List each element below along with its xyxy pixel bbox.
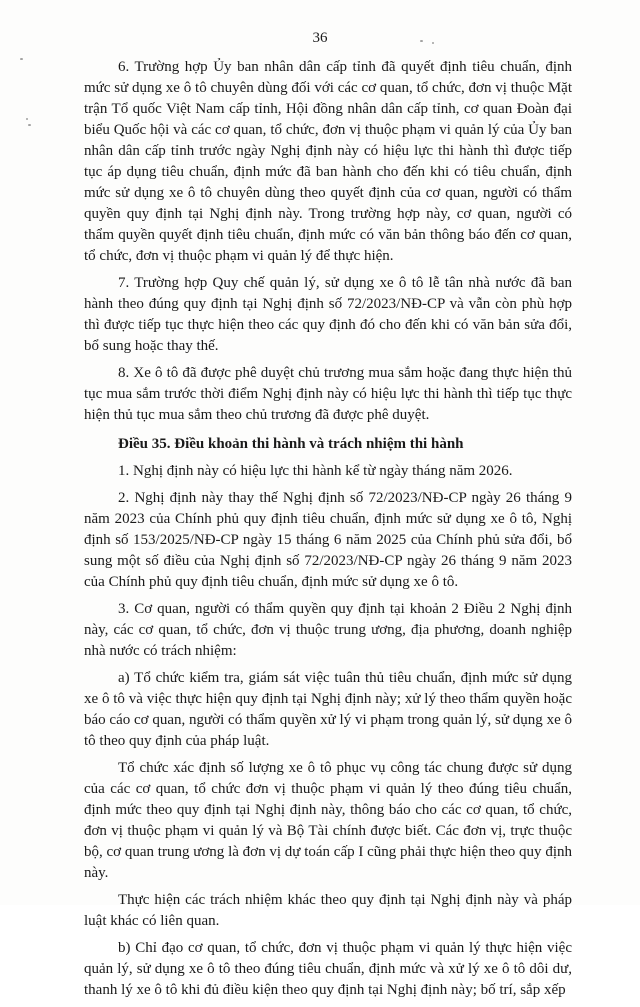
paragraph-clause-8: 8. Xe ô tô đã được phê duyệt chủ trương mua sắm hoặc đang thực hiện thủ tục mua sắm trước thời điểm Nghị định này có hiệu lực thi hành thì tiếp tục thực hiện thủ tục mua sắm theo chủ trương đã được phê duyệt.	[84, 365, 572, 423]
scan-speck	[420, 40, 423, 42]
article-35-heading: Điều 35. Điều khoản thi hành và trách nhiệm thi hành	[118, 436, 464, 452]
page-number: 36	[312, 30, 328, 46]
scan-speck	[26, 118, 28, 120]
scan-speck	[432, 42, 434, 44]
paragraph-point-a-organize: Tổ chức xác định số lượng xe ô tô phục vụ công tác chung được sử dụng của các cơ quan, tổ chức đơn vị thuộc phạm vi quản lý theo đúng tiêu chuẩn, định mức theo quy định tại Nghị định này, thông báo cho các cơ quan, tổ chức, đơn vị thuộc phạm vi quản lý và Bộ Tài chính được biết. Các đơn vị, trực thuộc bộ, cơ quan trung ương là đơn vị dự toán cấp I cũng phải thực hiện theo quy định này.	[84, 760, 572, 881]
paragraph-responsibilities-intro: 3. Cơ quan, người có thẩm quyền quy định tại khoản 2 Điều 2 Nghị định này, các cơ quan, tổ chức, đơn vị thuộc trung ương, địa phương, doanh nghiệp nhà nước có trách nhiệm:	[84, 601, 572, 659]
paragraph-point-a-other: Thực hiện các trách nhiệm khác theo quy định tại Nghị định này và pháp luật khác có liên quan.	[84, 892, 572, 929]
paragraph-point-b: b) Chỉ đạo cơ quan, tổ chức, đơn vị thuộc phạm vi quản lý thực hiện việc quản lý, sử dụng xe ô tô theo đúng tiêu chuẩn, định mức và xử lý xe ô tô dôi dư, thanh lý xe ô tô khi đủ điều kiện theo quy định tại Nghị định này; bố trí, sắp xếp	[84, 940, 572, 998]
document-body	[84, 57, 572, 1007]
paragraph-clause-7: 7. Trường hợp Quy chế quản lý, sử dụng xe ô tô lễ tân nhà nước đã ban hành theo đúng quy định tại Nghị định số 72/2023/NĐ-CP và vẫn còn phù hợp thì được tiếp tục thực hiện theo các quy định đó cho đến khi có văn bản sửa đổi, bổ sung hoặc thay thế.	[84, 275, 572, 354]
paragraph-point-a: a) Tổ chức kiểm tra, giám sát việc tuân thủ tiêu chuẩn, định mức sử dụng xe ô tô và việc thực hiện quy định tại Nghị định này; xử lý theo thẩm quyền hoặc báo cáo cơ quan, người có thẩm quyền xử lý vi phạm trong quản lý, sử dụng xe ô tô theo quy định của pháp luật.	[84, 670, 572, 749]
paragraph-clause-6: 6. Trường hợp Ủy ban nhân dân cấp tỉnh đã quyết định tiêu chuẩn, định mức sử dụng xe ô tô chuyên dùng đối với các cơ quan, tổ chức, đơn vị thuộc Mặt trận Tổ quốc Việt Nam cấp tỉnh, Hội đồng nhân dân cấp tỉnh, cơ quan Đoàn đại biểu Quốc hội và các cơ quan, tổ chức, đơn vị thuộc phạm vi quản lý của Ủy ban nhân dân cấp tỉnh trước ngày Nghị định này có hiệu lực thi hành thì được tiếp tục áp dụng tiêu chuẩn, định mức đã ban hành cho đến khi có tiêu chuẩn, định mức sử dụng xe ô tô chuyên dùng theo quyết định của cơ quan, người có thẩm quyền quy định tại Nghị định này. Trong trường hợp này, cơ quan, người có thẩm quyền quyết định tiêu chuẩn, định mức có văn bản thông báo đến cơ quan, tổ chức, đơn vị thuộc phạm vi quản lý để thực hiện.	[84, 59, 572, 264]
scan-speck	[20, 58, 23, 60]
paragraph-replacement: 2. Nghị định này thay thế Nghị định số 72/2023/NĐ-CP ngày 26 tháng 9 năm 2023 của Chính phủ quy định tiêu chuẩn, định mức sử dụng xe ô tô, Nghị định số 153/2025/NĐ-CP ngày 15 tháng 6 năm 2025 của Chính phủ sửa đổi, bổ sung một số điều của Nghị định số 72/2023/NĐ-CP ngày 26 tháng 9 năm 2023 của Chính phủ quy định tiêu chuẩn, định mức sử dụng xe ô tô.	[84, 490, 572, 590]
paragraph-effective-date: 1. Nghị định này có hiệu lực thi hành kể từ ngày tháng năm 2026.	[118, 463, 513, 479]
scan-speck	[28, 124, 31, 126]
